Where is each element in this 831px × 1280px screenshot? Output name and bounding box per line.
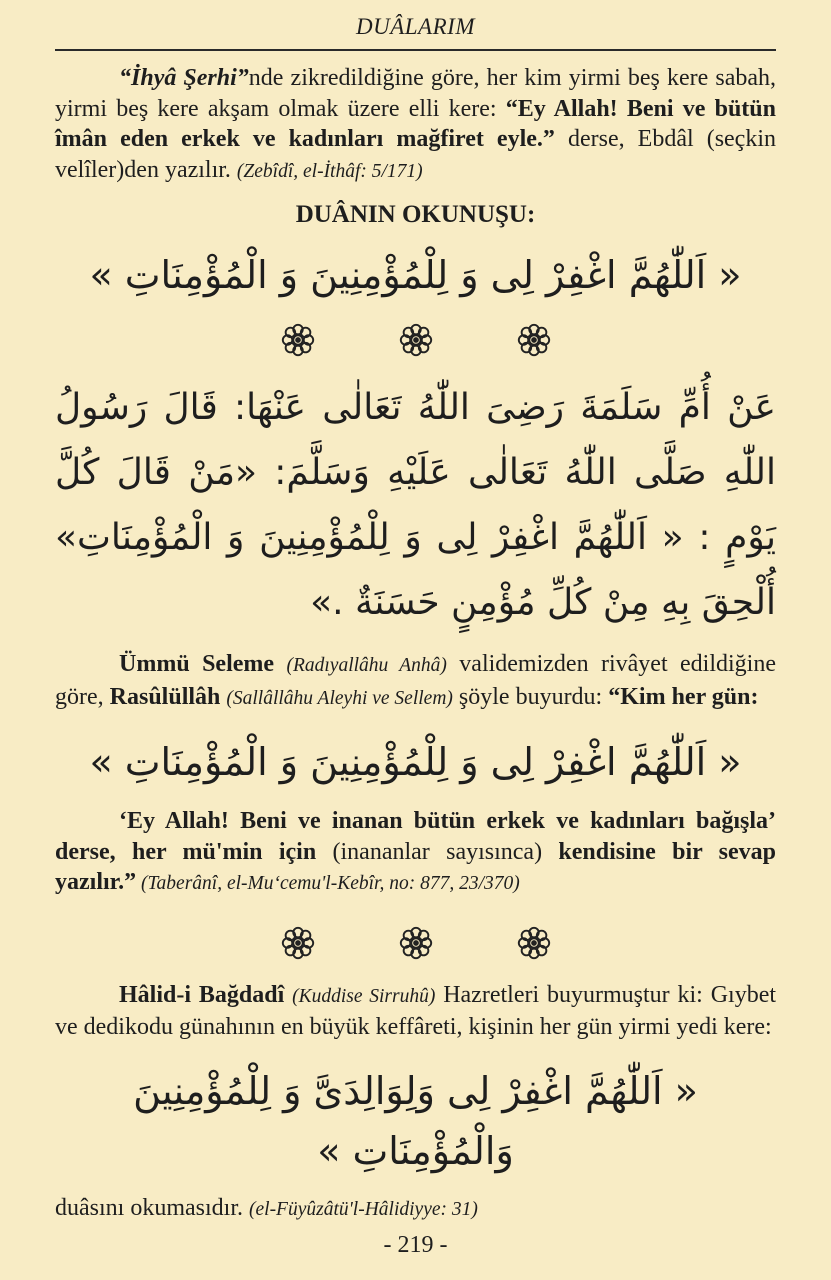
citation: (Taberânî, el-Mu‘cemu'l-Kebîr, no: 877, 23/370) [136,873,520,894]
citation: (Radıyallâhu Anhâ) [286,655,447,676]
section-heading: DUÂNIN OKUNUŞU: [295,201,536,228]
prayer-translation: “Ey Allah! Beni ve bütün îmân eden erkek ve kadınları mağfiret eyle.” [55,95,776,152]
ornament-divider-1 [55,321,776,359]
text: şöyle buyurdu: [452,683,609,710]
header-title: DUÂLARIM [356,14,475,39]
rosette-ornament-icon [397,321,435,359]
page-number: - 219 - [383,1232,448,1258]
paragraph-ihya [55,63,776,187]
quote-start: “Kim her gün: [608,683,759,710]
narrator-name: Ümmü Seleme [119,651,275,677]
paragraph-closing [55,1193,776,1226]
text: duâsını okumasıdır. [55,1194,249,1221]
rosette-ornament-icon [515,321,553,359]
rosette-ornament-icon [279,321,317,359]
text: Hazretleri buyurmuştur ki: Gıybet ve dedikodu günahının en büyük keffâreti, kişinin her gün yirmi yedi kere: [55,981,777,1040]
ornament-divider-2 [55,924,776,962]
citation: (Zebîdî, el-İthâf: 5/171) [236,160,423,182]
arabic-prayer-1: « اَللّٰهُمَّ اغْفِرْ لِى وَ لِلْمُؤْمِنِينَ وَ الْمُؤْمِنَاتِ » [89,253,742,297]
paragraph-hadith-translation [55,649,776,714]
prophet-name: Rasûlüllâh [109,683,221,710]
paragraph-halid [55,980,776,1043]
prayer-translation: ‘Ey Allah! Beni ve inanan bütün erkek ve kadınları bağışla’ derse, her mü'min için [55,808,776,865]
text: (inananlar sayısınca) [316,838,559,865]
paragraph-hadith-end [55,806,776,900]
text: nde zikredildiğine göre, her kim yirmi beş kere sabah, yirmi beş kere akşam olmak üzere elli kere: [55,65,777,122]
rosette-ornament-icon [397,924,435,962]
reward-text: kendisine bir sevap yazılır.” [55,838,776,895]
running-header [55,0,776,51]
citation: (Sallâllâhu Aleyhi ve Sellem) [226,687,453,709]
rosette-ornament-icon [515,924,553,962]
text: validemizden rivâyet edildiğine göre, [55,651,776,710]
scholar-name: Hâlid-i Bağdadî [119,981,285,1008]
source-title: “İhyâ Şerhi” [119,65,249,91]
arabic-hadith: عَنْ أُمِّ سَلَمَةَ رَضِىَ اللّٰهُ تَعَالٰى عَنْهَا: قَالَ رَسُولُ اللّٰهِ صَلَّى اللّٰهُ تَعَالٰى عَلَيْهِ وَسَلَّمَ: «مَنْ قَالَ كُلَّ يَوْمٍ : « اَللّٰهُمَّ اغْفِرْ لِى وَ لِلْمُؤْمِنِينَ وَ الْمُؤْمِنَاتِ» أُلْحِقَ بِهِ مِنْ كُلِّ مُؤْمِنٍ حَسَنَةٌ .» [55,387,776,623]
citation: (el-Füyûzâtü'l-Hâlidiyye: 31) [249,1198,478,1220]
text: derse, Ebdâl (seçkin velîler)den yazılır. [55,126,777,183]
arabic-prayer-3: « اَللّٰهُمَّ اغْفِرْ لِى وَلِوَالِدَىَّ وَ لِلْمُؤْمِنِينَ وَالْمُؤْمِنَاتِ » [133,1068,698,1173]
rosette-ornament-icon [279,924,317,962]
arabic-prayer-2: « اَللّٰهُمَّ اغْفِرْ لِى وَ لِلْمُؤْمِنِينَ وَ الْمُؤْمِنَاتِ » [89,740,742,784]
citation: (Kuddise Sirruhû) [292,985,436,1007]
